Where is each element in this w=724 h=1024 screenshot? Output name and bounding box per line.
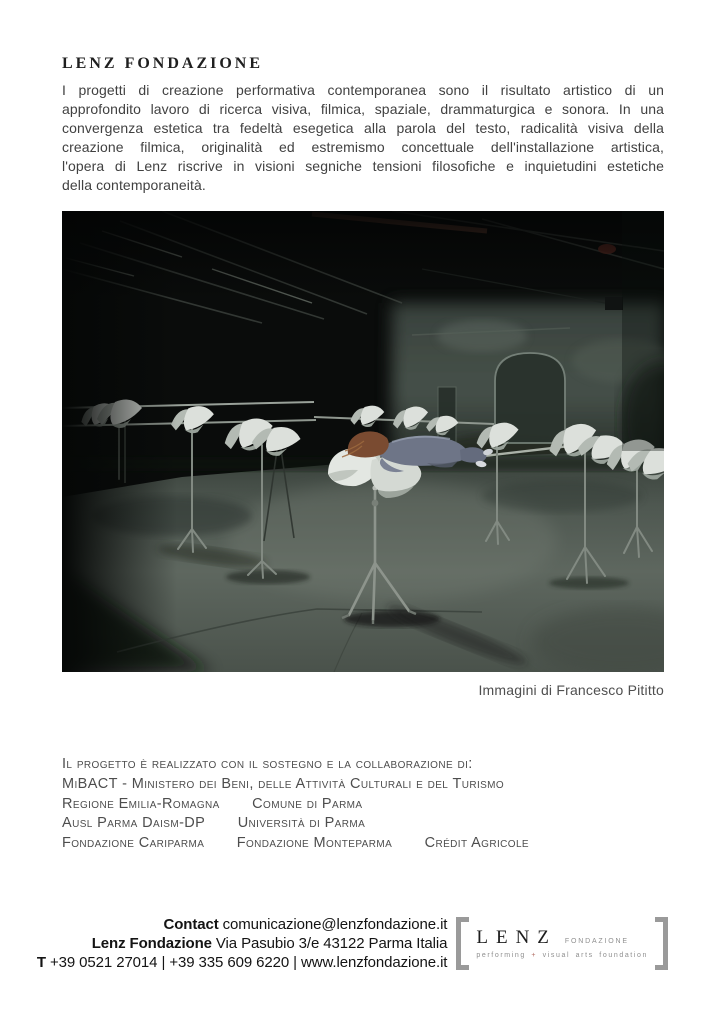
contact-label: Contact	[163, 915, 219, 933]
supporter-name: Regione Emilia-Romagna	[62, 795, 220, 812]
intro-line: della contemporaneità.	[62, 177, 206, 193]
photo-caption: Immagini di Francesco Pititto	[478, 682, 664, 698]
supporter-name: Comune di Parma	[252, 795, 363, 812]
logo-core	[476, 928, 648, 959]
lenz-logo	[456, 912, 668, 974]
org-name: Lenz Fondazione	[91, 934, 212, 952]
supporters-intro	[62, 755, 702, 775]
supporters-intro-text: Il progetto è realizzato con il sostegno e la collaborazione di:	[62, 756, 473, 772]
supporter-name: Crédit Agricole	[424, 835, 529, 852]
supporter-name: Università di Parma	[237, 815, 366, 832]
supporters-row	[62, 775, 702, 795]
footer-address-line	[37, 934, 448, 953]
footer-contact-block	[37, 915, 448, 972]
logo-plus-icon: +	[531, 951, 538, 959]
intro-line: creazione filmica, originalità ed estremismo concettuale dell'installazione artistica,	[62, 139, 664, 155]
intro-line: approfondito lavoro di ricerca visiva, filmica, spaziale, drammaturgica e sonora. In una	[62, 101, 664, 117]
supporters-section	[62, 755, 702, 854]
supporter-name: Fondazione Monteparma	[236, 835, 393, 852]
phone-and-web: +39 0521 27014 | +39 335 609 6220 | www.lenzfondazione.it	[49, 953, 448, 971]
supporter-name: Ausl Parma Daism-DP	[62, 815, 206, 832]
logo-tagline-pre: performing	[476, 951, 526, 959]
logo-tagline	[476, 952, 648, 959]
bracket-right-icon	[655, 917, 668, 970]
intro-line: convergenza estetica tra fedeltà esegetica alla parola del testo, radicalità visiva della	[62, 120, 664, 136]
footer-contact-line	[37, 915, 448, 934]
intro-line: I progetti di creazione performativa contemporanea sono il risultato artistico di un	[62, 82, 664, 98]
supporter-name: MiBACT - Ministero dei Beni, delle Attività Culturali e del Turismo	[62, 775, 505, 792]
supporters-row	[62, 814, 702, 834]
bracket-left-icon	[456, 917, 469, 970]
installation-photo-art	[62, 211, 664, 672]
page-title: LENZ FONDAZIONE	[62, 55, 264, 72]
org-address: Via Pasubio 3/e 43122 Parma Italia	[215, 934, 448, 952]
footer-phone-line	[37, 953, 448, 972]
intro-paragraph	[62, 81, 664, 195]
footer	[0, 912, 724, 974]
supporters-row	[62, 795, 702, 815]
supporter-name: Fondazione Cariparma	[62, 835, 205, 852]
phone-label: T	[36, 953, 46, 971]
logo-tagline-post: visual arts foundation	[542, 951, 648, 959]
contact-email: comunicazione@lenzfondazione.it	[222, 915, 448, 933]
supporters-row	[62, 834, 702, 854]
intro-line: l'opera di Lenz riscrive in visioni segniche tensioni filosofiche e inquietudini estetiche	[62, 158, 664, 174]
installation-photo	[62, 211, 664, 672]
logo-subtitle: FONDAZIONE	[564, 937, 629, 945]
logo-wordmark: LENZ	[476, 926, 557, 948]
